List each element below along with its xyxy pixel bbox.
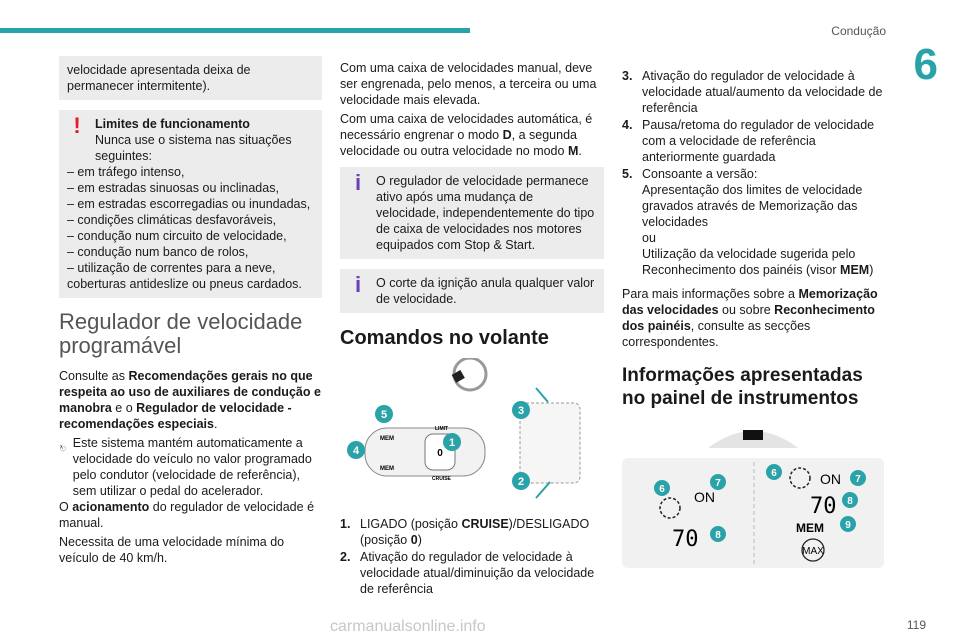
warning-title: Limites de funcionamento (95, 117, 250, 131)
column-2: Com uma caixa de velocidades manual, deve ser engrenada, pelo menos, a terceira ou uma velocidade mais elevada. Com uma caixa de velocidades automática, é necessário engrenar o modo D, a segunda velocidade ou outra velocidade no modo M. i O regulador de velocidade permanece ativo após uma mudança de velocidade, independentemente do tipo de caixa de velocidades nos motores equipados com Stop & Start. i O corte da ignição anula qualquer valor de velocidade. Comandos no volante 0 MEM MEM LIMIT CRUISE 5 4 1 3 2 1. LIGADO (posição CRUISE)/DESLIGADO (posição 0) 2. Ativação do regulador de velocidade à velocidade atual/diminuição da velocidade de referência (340, 60, 604, 605)
svg-text:MEM: MEM (796, 521, 824, 535)
svg-text:2: 2 (517, 476, 525, 488)
section-heading: Regulador de velocidade programável (59, 309, 303, 358)
display-panel (622, 458, 884, 568)
cruise-control-icon (59, 435, 67, 461)
cruise-control-icon (660, 498, 680, 518)
svg-text:MAX: MAX (802, 546, 824, 557)
svg-text:MEM: MEM (380, 436, 394, 442)
svg-text:ON: ON (694, 489, 715, 505)
watermark: carmanualsonline.info (330, 618, 486, 635)
page-number: 119 (906, 618, 926, 632)
svg-text:7: 7 (715, 478, 721, 489)
svg-text:5: 5 (380, 409, 388, 421)
svg-text:9: 9 (845, 520, 851, 531)
svg-text:6: 6 (659, 484, 665, 495)
svg-text:MEM: MEM (380, 466, 394, 472)
info-icon: i (354, 272, 362, 297)
svg-text:0: 0 (437, 448, 443, 459)
warning-icon: ! (73, 113, 81, 138)
svg-text:70: 70 (672, 527, 699, 552)
svg-text:4: 4 (352, 445, 360, 457)
svg-text:3: 3 (517, 405, 525, 417)
info-box: i O corte da ignição anula qualquer valor de velocidade. (340, 269, 604, 313)
steering-wheel-diagram (340, 358, 604, 508)
controls-list: 1. LIGADO (posição CRUISE)/DESLIGADO (posição 0) 2. Ativação do regulador de velocidade à velocidade atual/diminuição da velocidade de referência (340, 517, 595, 596)
section-heading: Informações apresentadas no painel de instrumentos (622, 365, 863, 409)
column-1: velocidade apresentada deixa de permanecer intermitente). ! Limites de funcionamento Nunca use o sistema nas situações seguintes: – em tráfego intenso, – em estradas sinuosas ou inclinadas, – em estradas escorregadias ou inundadas, – condições climáticas desfavoráveis, – condução num circuito de velocidade, – condução num banco de rolos, – utilização de correntes para a neve, coberturas antideslize ou pneus cardados. Regulador de velocidade programável Consulte as Recomendações gerais no que respeita ao uso de auxiliares de condução e manobra e o Regulador de velocidade - recomendações especiais. Este sistema mantém automaticamente a velocidade do veículo no valor programado pelo condutor (velocidade de referência), sem utilizar o pedal do acelerador. O acionamento do regulador de velocidade é manual. Necessita de uma velocidade mínima do veículo de 40 km/h. (59, 56, 322, 569)
svg-text:70: 70 (810, 494, 837, 519)
svg-text:1: 1 (448, 437, 456, 449)
svg-text:LIMIT: LIMIT (435, 426, 449, 432)
svg-text:ON: ON (820, 471, 841, 487)
paragraph: Consulte as Recomendações gerais no que respeita ao uso de auxiliares de condução e manobra e o Regulador de velocidade - recomendações especiais. (59, 369, 321, 431)
section-title: Condução (831, 24, 886, 38)
column-3: 3. Ativação do regulador de velocidade à velocidade atual/aumento da velocidade de referência 4. Pausa/retoma do regulador de velocidade com a velocidade de referência anteriormente guardada 5. Consoante a versão: Apresentação dos limites de velocidade gravados através de Memorização das velocidades ou Utilização da velocidade sugerida pelo Reconhecimento dos painéis (visor MEM) Para mais informações sobre a Memorização das velocidades ou sobre Reconhecimento dos painéis, consulte as secções correspondentes. Informações apresentadas no painel de instrumentos ON 70 ON 70 MEM MAX 6 7 8 6 7 8 9 (622, 64, 884, 568)
cruise-paragraph: Este sistema mantém automaticamente a velocidade do veículo no valor programado pelo condutor (velocidade de referência), sem utilizar o pedal do acelerador. (59, 435, 322, 499)
note-box: velocidade apresentada deixa de permanecer intermitente). (59, 56, 322, 100)
cruise-control-icon (790, 468, 810, 488)
svg-text:7: 7 (855, 474, 861, 485)
svg-text:6: 6 (771, 468, 777, 479)
svg-text:8: 8 (715, 530, 721, 541)
info-box: i O regulador de velocidade permanece ativo após uma mudança de velocidade, independentemente do tipo de caixa de velocidades nos motores equipados com Stop & Start. (340, 167, 604, 259)
header-bar (0, 28, 470, 33)
section-heading: Comandos no volante (340, 327, 549, 349)
instrument-panel-icon (622, 418, 884, 454)
warning-list: – em tráfego intenso, – em estradas sinuosas ou inclinadas, – em estradas escorregadias ou inundadas, – condições climáticas desfavoráveis, – condução num circuito de velocidade, – condução num banco de rolos, – utilização de correntes para a neve, coberturas antideslize ou pneus cardados. (67, 165, 311, 291)
svg-text:CRUISE: CRUISE (432, 476, 451, 482)
svg-text:8: 8 (847, 496, 853, 507)
chapter-number: 6 (913, 40, 938, 89)
info-icon: i (354, 170, 362, 195)
controls-list-continued: 3. Ativação do regulador de velocidade à velocidade atual/aumento da velocidade de referência 4. Pausa/retoma do regulador de velocidade com a velocidade de referência anteriormente guardada 5. Consoante a versão: Apresentação dos limites de velocidade gravados através de Memorização das velocidades ou Utilização da velocidade sugerida pelo Reconhecimento dos painéis (visor MEM) (622, 69, 883, 277)
warning-box: ! Limites de funcionamento Nunca use o sistema nas situações seguintes: – em tráfego intenso, – em estradas sinuosas ou inclinadas, – em estradas escorregadias ou inundadas, – condições climáticas desfavoráveis, – condução num circuito de velocidade, – condução num banco de rolos, – utilização de correntes para a neve, coberturas antideslize ou pneus cardados. (59, 110, 322, 298)
